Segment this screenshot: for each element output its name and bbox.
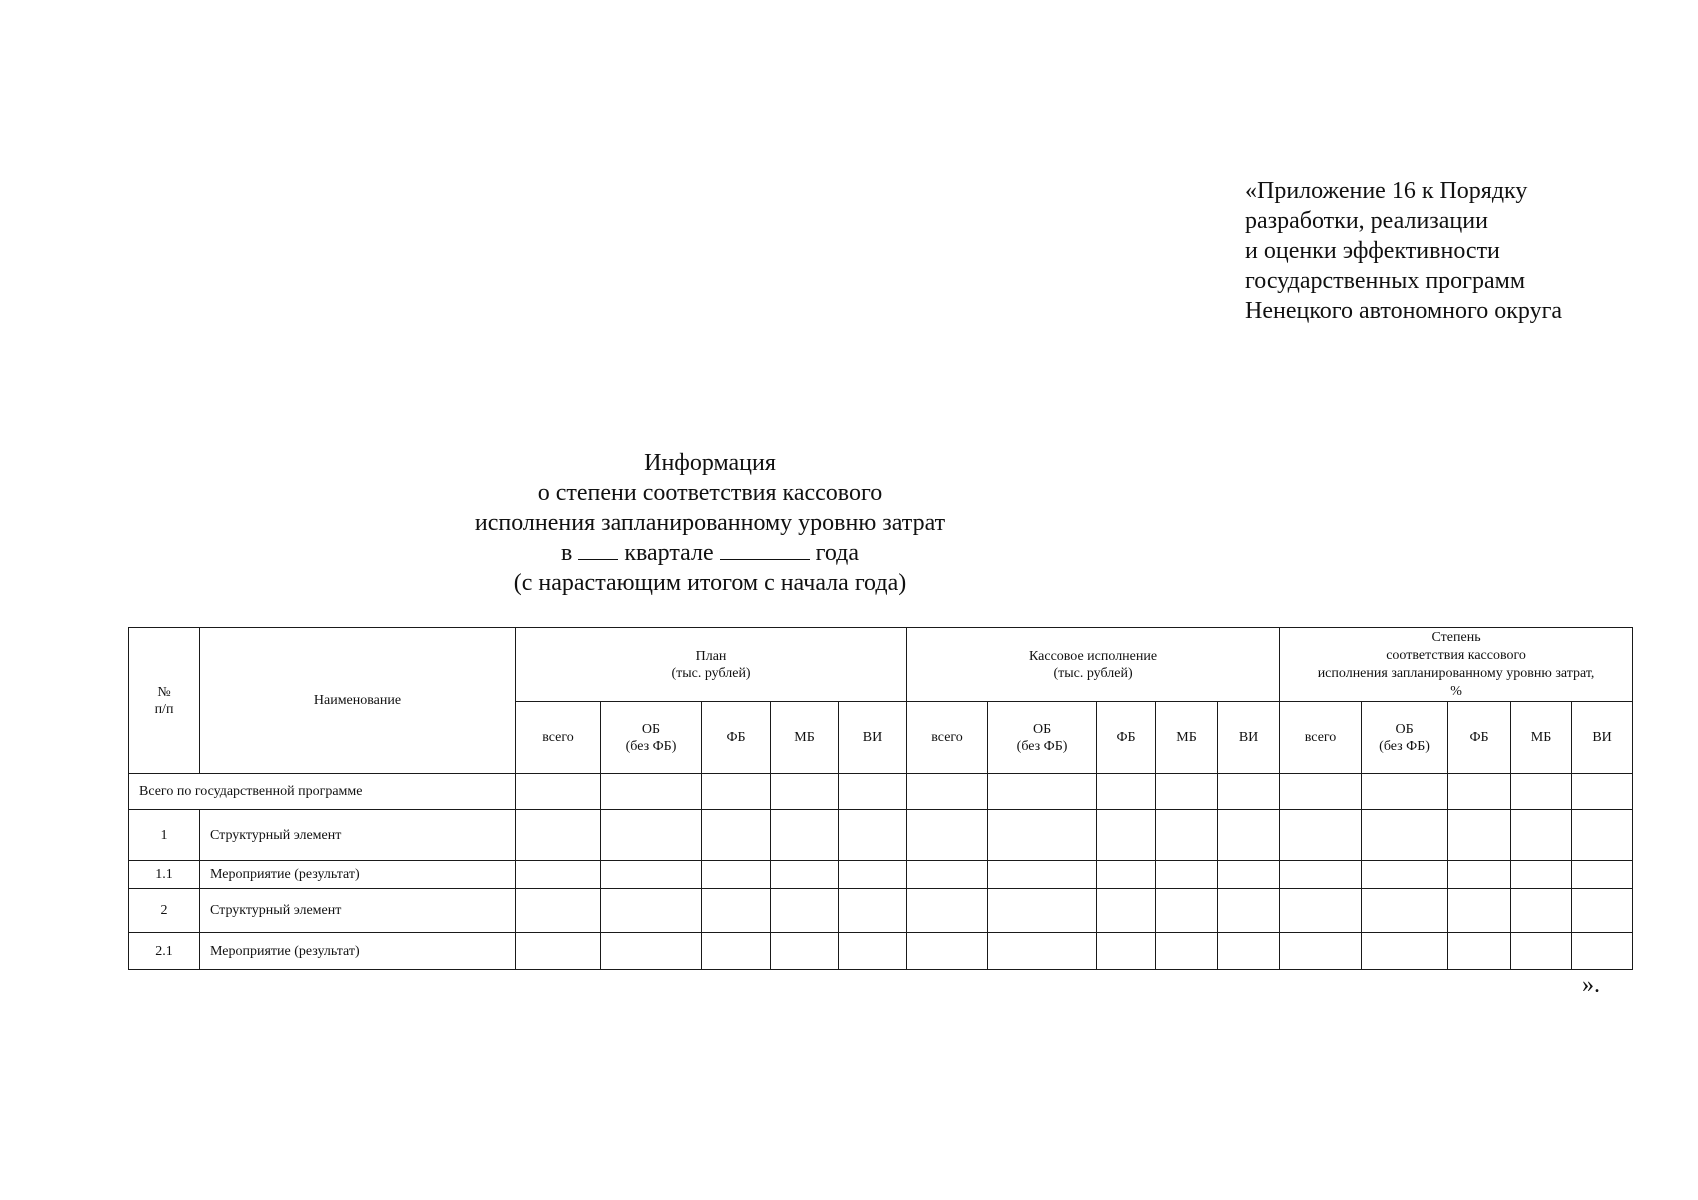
table-row: [129, 861, 1633, 889]
empty-cell: [1218, 774, 1280, 810]
empty-cell: [771, 774, 839, 810]
subcol-header: всего: [516, 702, 601, 774]
subcol-header: ОБ (без ФБ): [601, 702, 702, 774]
empty-cell: [516, 889, 601, 933]
empty-cell: [601, 810, 702, 861]
subcol-header: ВИ: [1572, 702, 1633, 774]
empty-cell: [1097, 933, 1156, 970]
subcol-header: ОБ (без ФБ): [988, 702, 1097, 774]
empty-cell: [839, 933, 907, 970]
empty-cell: [1511, 933, 1572, 970]
empty-cell: [702, 774, 771, 810]
empty-cell: [1097, 774, 1156, 810]
empty-cell: [1362, 861, 1448, 889]
title-line-2: о степени соответствия кассового: [537, 480, 883, 506]
row-number: 1.1: [129, 861, 200, 889]
empty-cell: [1511, 889, 1572, 933]
appendix-note: [1245, 176, 1562, 326]
empty-cell: [1280, 861, 1362, 889]
subcol-header: ОБ (без ФБ): [1362, 702, 1448, 774]
subcol-header: ВИ: [1218, 702, 1280, 774]
empty-cell: [1448, 861, 1511, 889]
empty-cell: [1218, 810, 1280, 861]
empty-cell: [1511, 774, 1572, 810]
empty-cell: [1156, 933, 1218, 970]
empty-cell: [1280, 889, 1362, 933]
subcol-header: ФБ: [1097, 702, 1156, 774]
row-number: 2: [129, 889, 200, 933]
title-line-4: [0, 538, 1420, 568]
subcol-header: ФБ: [1448, 702, 1511, 774]
empty-cell: [516, 774, 601, 810]
empty-cell: [1218, 933, 1280, 970]
subcol-header: всего: [1280, 702, 1362, 774]
header-row-groups: [129, 628, 1633, 702]
table-row: [129, 933, 1633, 970]
row-number: 1: [129, 810, 200, 861]
empty-cell: [988, 889, 1097, 933]
empty-cell: [601, 933, 702, 970]
empty-cell: [516, 810, 601, 861]
appendix-line: Ненецкого автономного округа: [1245, 298, 1563, 324]
table-row: [129, 889, 1633, 933]
empty-cell: [516, 933, 601, 970]
appendix-line: разработки, реализации: [1245, 208, 1488, 234]
empty-cell: [1218, 889, 1280, 933]
empty-cell: [1511, 861, 1572, 889]
empty-cell: [1280, 933, 1362, 970]
empty-cell: [771, 861, 839, 889]
empty-cell: [1156, 774, 1218, 810]
empty-cell: [907, 889, 988, 933]
title-year-word: года: [815, 540, 860, 566]
empty-cell: [988, 774, 1097, 810]
empty-cell: [1362, 933, 1448, 970]
empty-cell: [1362, 889, 1448, 933]
appendix-line: государственных программ: [1245, 268, 1526, 294]
col-number-header: № п/п: [129, 628, 200, 774]
row-name: Структурный элемент: [200, 810, 516, 861]
empty-cell: [907, 774, 988, 810]
title-line-5: (с нарастающим итогом с начала года): [513, 570, 907, 596]
empty-cell: [988, 810, 1097, 861]
empty-cell: [907, 933, 988, 970]
table-row-total: [129, 774, 1633, 810]
title-line-1: Информация: [644, 450, 776, 476]
subcol-header: МБ: [1156, 702, 1218, 774]
total-row-label: Всего по государственной программе: [129, 774, 516, 810]
empty-cell: [1448, 810, 1511, 861]
subcol-header: МБ: [771, 702, 839, 774]
document-title: [0, 448, 1420, 598]
empty-cell: [601, 861, 702, 889]
subcol-header: ФБ: [702, 702, 771, 774]
empty-cell: [907, 810, 988, 861]
empty-cell: [702, 861, 771, 889]
empty-cell: [1572, 774, 1633, 810]
empty-cell: [1572, 933, 1633, 970]
appendix-line: и оценки эффективности: [1245, 238, 1500, 264]
empty-cell: [1097, 861, 1156, 889]
empty-cell: [1448, 889, 1511, 933]
subcol-header: ВИ: [839, 702, 907, 774]
empty-cell: [702, 889, 771, 933]
row-number: 2.1: [129, 933, 200, 970]
empty-cell: [1362, 774, 1448, 810]
subcol-header: МБ: [1511, 702, 1572, 774]
empty-cell: [1448, 774, 1511, 810]
empty-cell: [988, 933, 1097, 970]
empty-cell: [771, 889, 839, 933]
subcol-header: всего: [907, 702, 988, 774]
empty-cell: [1097, 810, 1156, 861]
year-blank: [720, 541, 810, 560]
empty-cell: [1156, 810, 1218, 861]
empty-cell: [839, 810, 907, 861]
empty-cell: [1572, 861, 1633, 889]
degree-group-header: Степень соответствия кассового исполнения запланированному уровню затрат, %: [1280, 628, 1633, 702]
empty-cell: [1280, 774, 1362, 810]
empty-cell: [907, 861, 988, 889]
appendix-line: «Приложение 16 к Порядку: [1245, 178, 1528, 204]
empty-cell: [1362, 810, 1448, 861]
empty-cell: [1156, 861, 1218, 889]
empty-cell: [1097, 889, 1156, 933]
empty-cell: [1156, 889, 1218, 933]
empty-cell: [771, 810, 839, 861]
title-prefix: в: [560, 540, 573, 566]
cash-group-header: Кассовое исполнение (тыс. рублей): [907, 628, 1280, 702]
empty-cell: [839, 889, 907, 933]
empty-cell: [516, 861, 601, 889]
empty-cell: [1572, 810, 1633, 861]
empty-cell: [839, 861, 907, 889]
table-row: [129, 810, 1633, 861]
empty-cell: [1218, 861, 1280, 889]
row-name: Мероприятие (результат): [200, 861, 516, 889]
empty-cell: [601, 889, 702, 933]
col-name-header: Наименование: [200, 628, 516, 774]
empty-cell: [1511, 810, 1572, 861]
title-line-3: исполнения запланированному уровню затрат: [474, 510, 946, 536]
plan-group-header: План (тыс. рублей): [516, 628, 907, 702]
closing-quote: ».: [1582, 972, 1600, 998]
row-name: Структурный элемент: [200, 889, 516, 933]
empty-cell: [601, 774, 702, 810]
empty-cell: [988, 861, 1097, 889]
report-table: [128, 627, 1633, 970]
quarter-blank: [578, 541, 618, 560]
empty-cell: [702, 810, 771, 861]
empty-cell: [771, 933, 839, 970]
empty-cell: [702, 933, 771, 970]
title-quarter-word: квартале: [624, 540, 714, 566]
empty-cell: [1448, 933, 1511, 970]
empty-cell: [1280, 810, 1362, 861]
row-name: Мероприятие (результат): [200, 933, 516, 970]
empty-cell: [1572, 889, 1633, 933]
empty-cell: [839, 774, 907, 810]
